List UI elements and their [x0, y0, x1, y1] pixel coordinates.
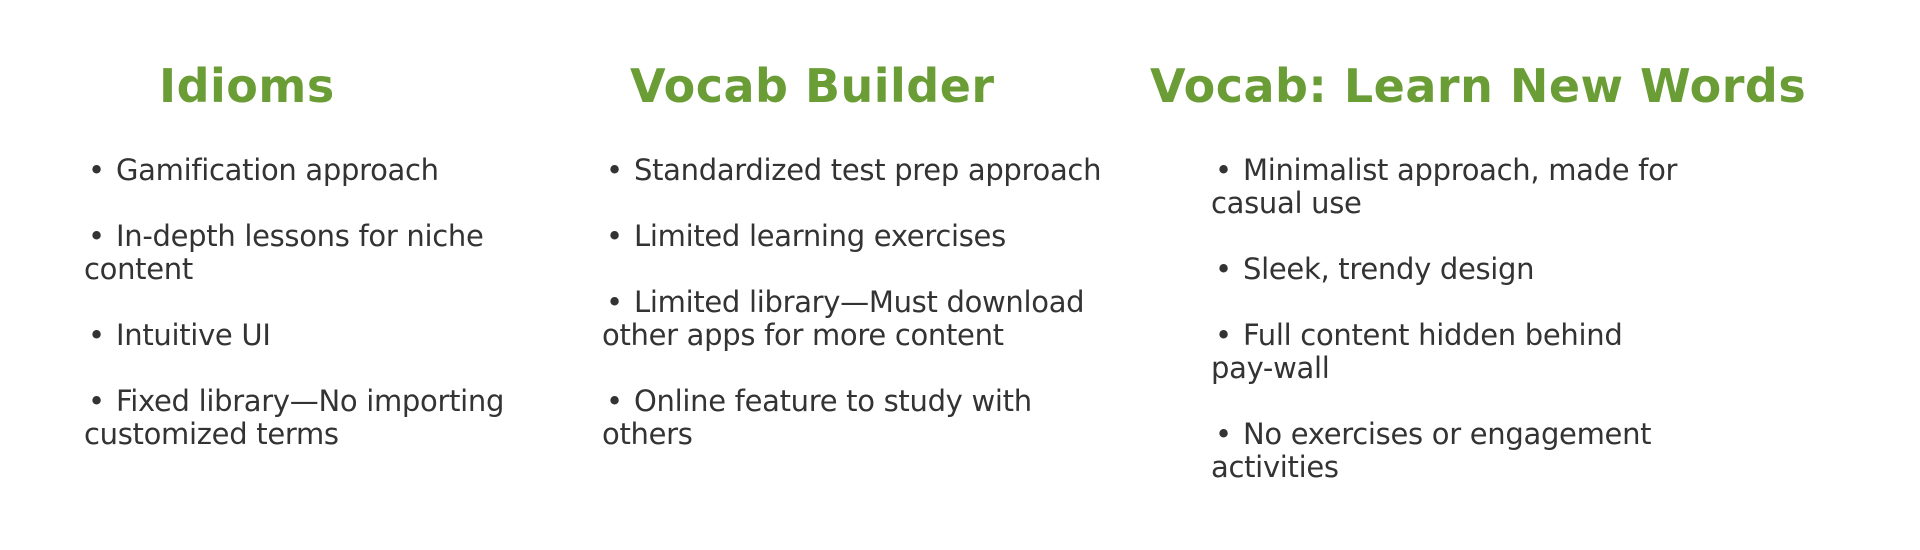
list-item — [602, 220, 1102, 253]
feature-list — [1211, 154, 1691, 517]
bullet-icon: • — [88, 384, 105, 418]
list-item-text: Sleek, trendy design — [1243, 252, 1535, 286]
list-item — [602, 385, 1102, 451]
bullet-icon: • — [88, 153, 105, 187]
bullet-icon: • — [1215, 153, 1232, 187]
list-item — [84, 319, 514, 352]
list-item-text: Online feature to study with others — [602, 384, 1032, 451]
bullet-icon: • — [606, 153, 623, 187]
list-item — [84, 220, 514, 286]
list-item — [1211, 319, 1691, 385]
list-item-text: In-depth lessons for niche content — [84, 219, 484, 286]
list-item — [84, 385, 514, 451]
bullet-icon: • — [1215, 417, 1232, 451]
list-item-text: Limited learning exercises — [634, 219, 1006, 253]
list-item-text: Fixed library—No importing customized terms — [84, 384, 505, 451]
list-item-text: Minimalist approach, made for casual use — [1211, 153, 1678, 220]
list-item — [84, 154, 514, 187]
bullet-icon: • — [606, 285, 623, 319]
column-title: Idioms — [159, 59, 335, 113]
list-item-text: No exercises or engagement activities — [1211, 417, 1652, 484]
list-item-text: Gamification approach — [116, 153, 439, 187]
bullet-icon: • — [606, 384, 623, 418]
list-item — [1211, 154, 1691, 220]
list-item — [602, 286, 1102, 352]
bullet-icon: • — [606, 219, 623, 253]
feature-list — [602, 154, 1102, 484]
list-item-text: Standardized test prep approach — [634, 153, 1102, 187]
bullet-icon: • — [1215, 318, 1232, 352]
feature-list — [84, 154, 514, 484]
bullet-icon: • — [88, 219, 105, 253]
list-item — [602, 154, 1102, 187]
bullet-icon: • — [1215, 252, 1232, 286]
column-title: Vocab Builder — [630, 59, 995, 113]
list-item-text: Limited library—Must download other apps for more content — [602, 285, 1085, 352]
bullet-icon: • — [88, 318, 105, 352]
list-item-text: Full content hidden behind pay-wall — [1211, 318, 1623, 385]
list-item-text: Intuitive UI — [116, 318, 271, 352]
list-item — [1211, 418, 1691, 484]
list-item — [1211, 253, 1691, 286]
column-title: Vocab: Learn New Words — [1150, 59, 1807, 113]
